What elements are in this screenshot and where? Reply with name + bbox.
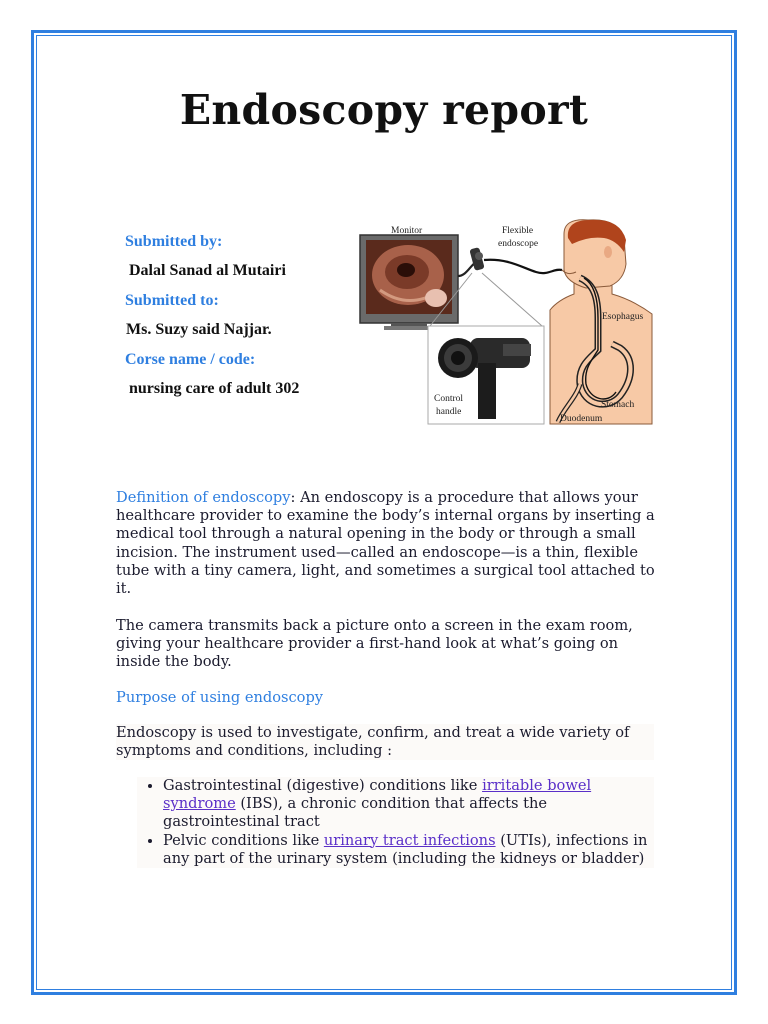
endoscopy-illustration bbox=[358, 218, 654, 426]
definition-lead: Definition of endoscopy bbox=[116, 489, 291, 506]
condition-text: Pelvic conditions like bbox=[163, 831, 324, 849]
course-value: nursing care of adult 302 bbox=[129, 380, 300, 397]
definition-paragraph bbox=[116, 489, 661, 598]
course-label: Corse name / code: bbox=[125, 351, 256, 368]
link-irritable-bowel-syndrome[interactable]: irritable bowel syndrome bbox=[163, 777, 592, 813]
camera-paragraph: The camera transmits back a picture onto a screen in the exam room, giving your healthcare provider a first-hand look at what’s going on inside the body. bbox=[116, 617, 633, 671]
report-title: Endoscopy report bbox=[179, 86, 589, 134]
condition-text: (UTIs), infections in any part of the urinary system (including the kidneys or bladder) bbox=[163, 831, 648, 867]
submitted-to-value: Ms. Suzy said Najjar. bbox=[126, 321, 272, 338]
submitted-to-label: Submitted to: bbox=[125, 292, 219, 309]
label-monitor: Monitor bbox=[391, 226, 423, 236]
purpose-intro: Endoscopy is used to investigate, confirm, and treat a wide variety of symptoms and conditions, including : bbox=[116, 724, 654, 760]
label-flexible-line1: Flexible bbox=[502, 226, 534, 236]
label-duodenum: Duodenum bbox=[560, 414, 603, 424]
purpose-heading: Purpose of using endoscopy bbox=[116, 689, 324, 706]
label-esophagus: Esophagus bbox=[602, 312, 644, 322]
conditions-list bbox=[137, 777, 654, 868]
label-control-line1: Control bbox=[434, 394, 464, 404]
submitted-by-value: Dalal Sanad al Mutairi bbox=[129, 262, 286, 279]
label-control-line2: handle bbox=[436, 407, 462, 417]
submitted-by-label: Submitted by: bbox=[125, 233, 223, 250]
link-urinary-tract-infections[interactable]: urinary tract infections bbox=[323, 831, 496, 849]
list-item bbox=[163, 832, 654, 868]
monitor-icon bbox=[360, 235, 458, 330]
label-flexible-line2: endoscope bbox=[498, 239, 539, 249]
label-stomach: Stomach bbox=[601, 400, 635, 410]
condition-text: (IBS), a chronic condition that affects the gastrointestinal tract bbox=[163, 795, 548, 831]
definition-text: : An endoscopy is a procedure that allows your healthcare provider to examine the body’s internal organs by inserting a medical tool through a natural opening in the body or through a small incision. The instrument used—called an endoscope—is a thin, flexible tube with a tiny camera, light, and sometimes a surgical tool attached to it. bbox=[116, 489, 655, 598]
condition-text: Gastrointestinal (digestive) conditions like bbox=[163, 777, 483, 794]
list-item bbox=[163, 777, 654, 832]
conditions-list-container bbox=[137, 777, 654, 868]
